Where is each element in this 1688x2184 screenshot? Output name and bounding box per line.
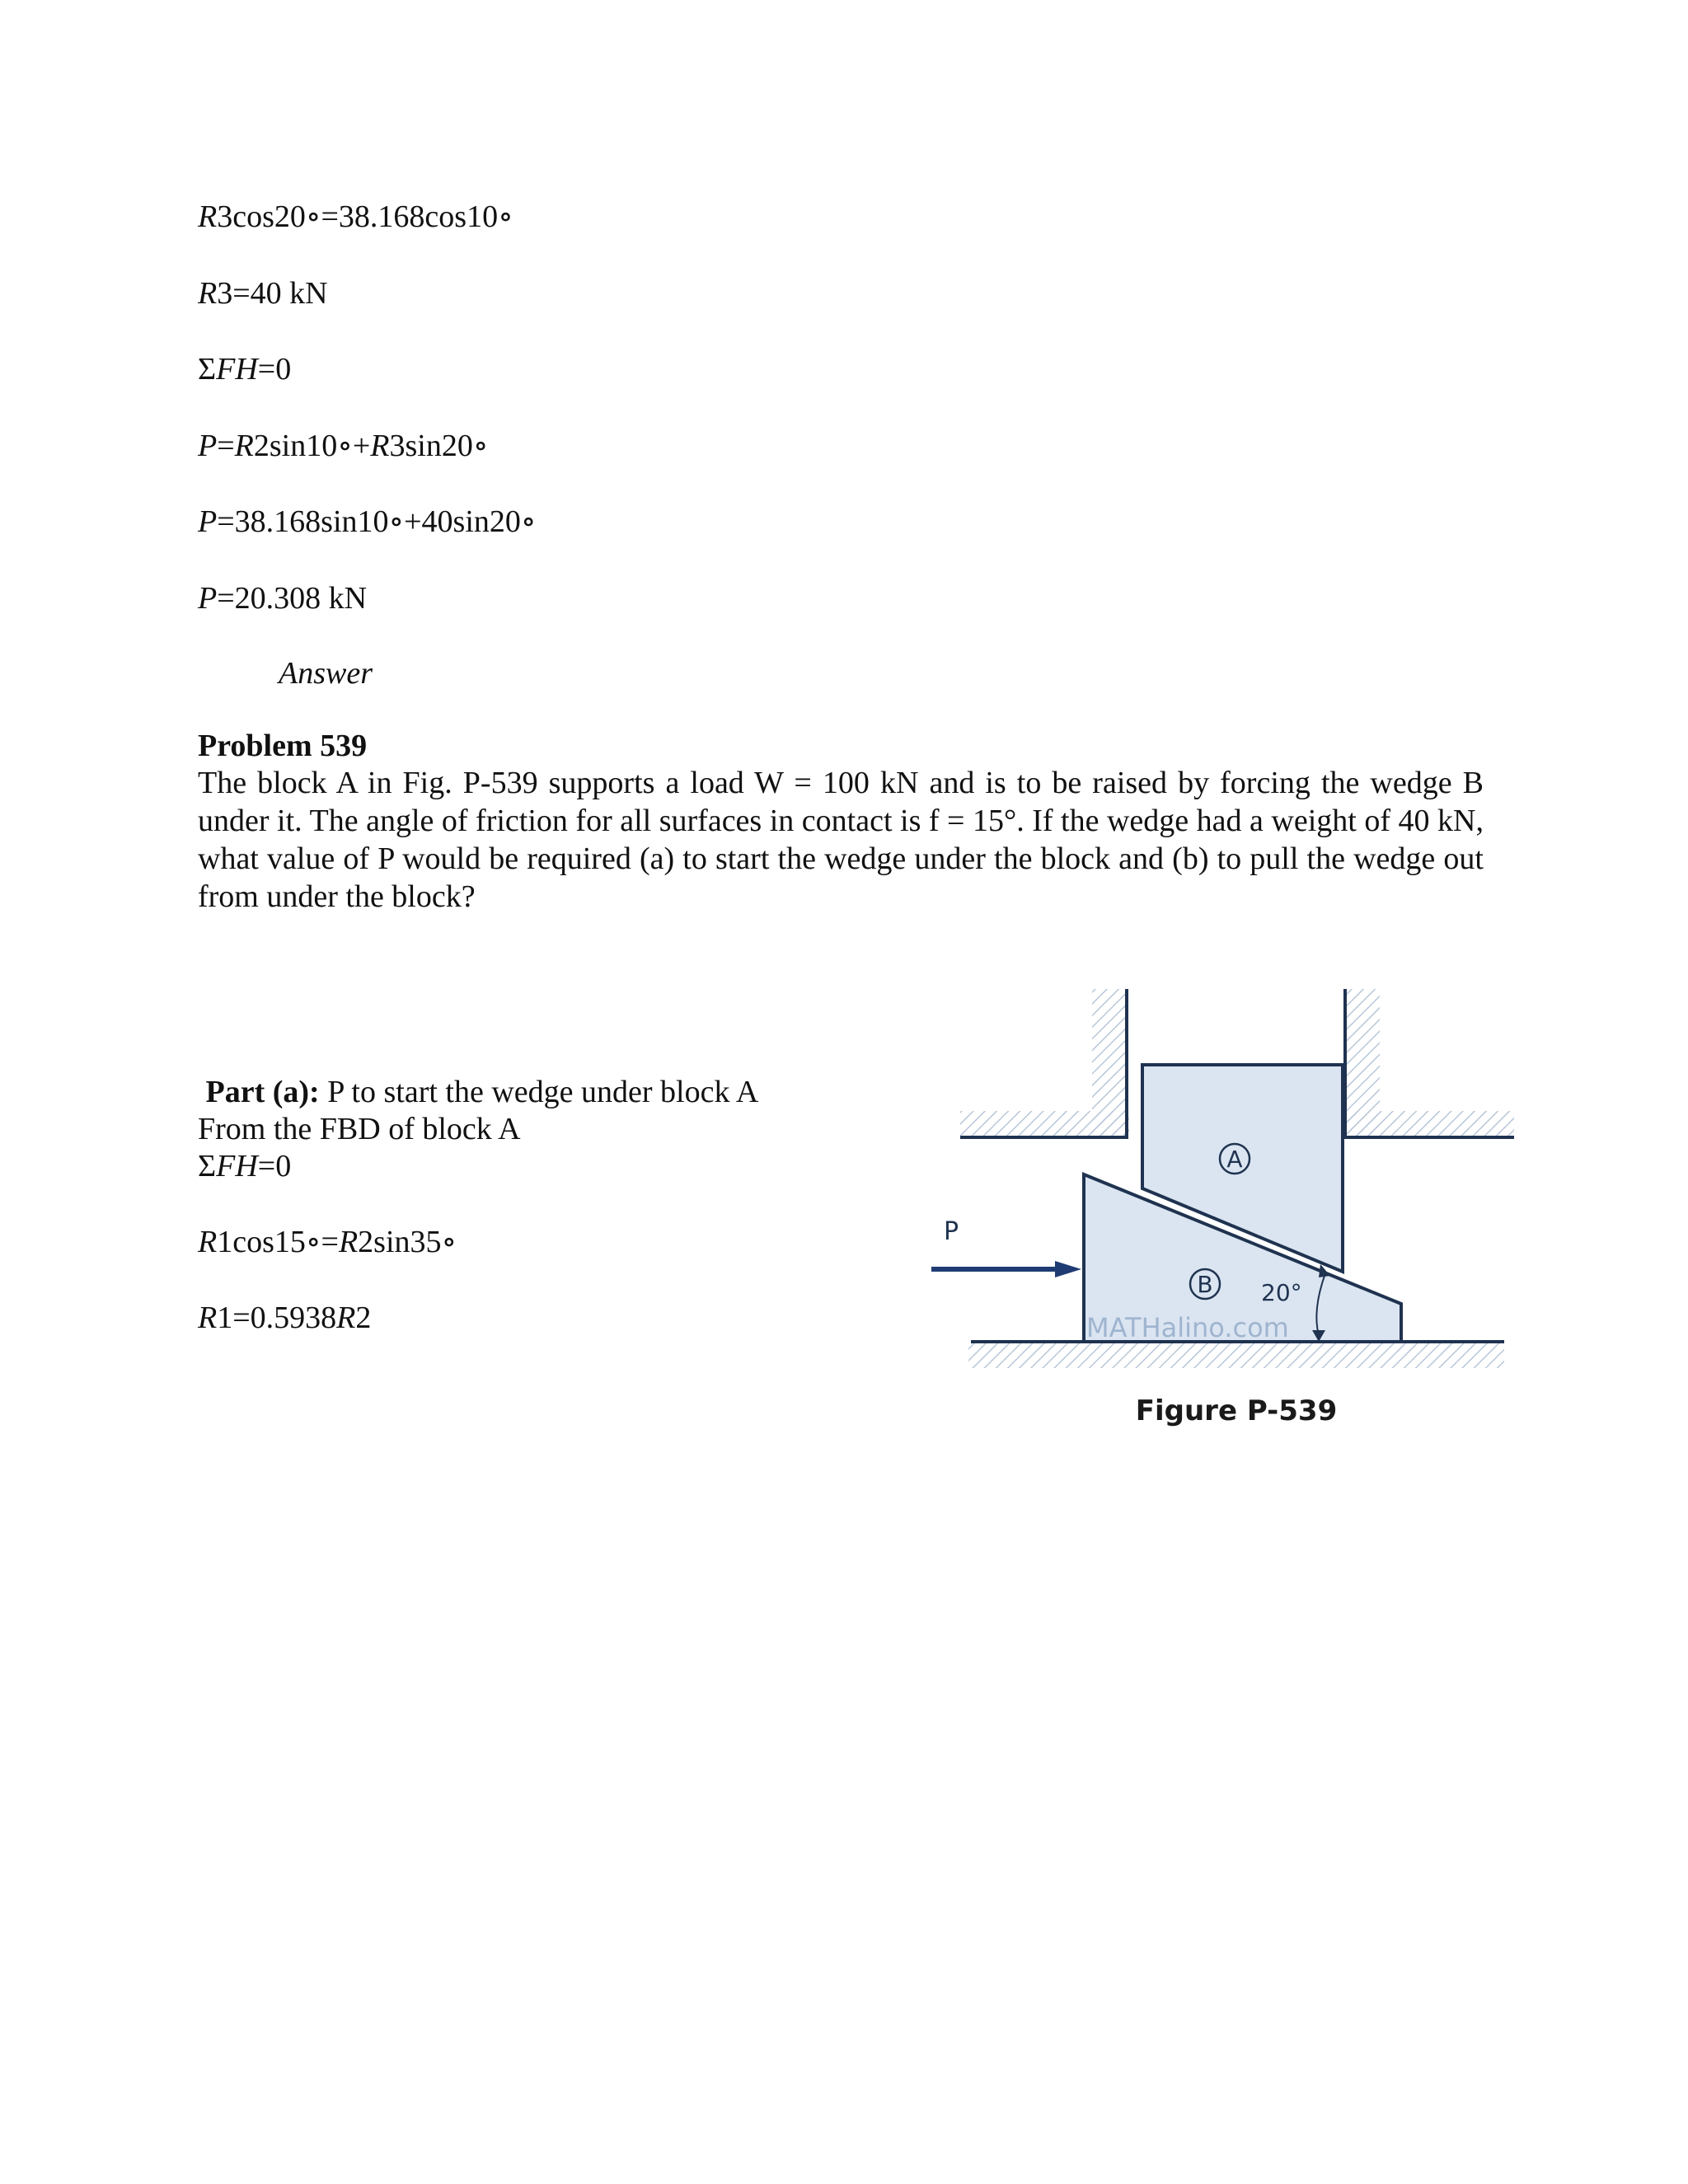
equation-part: P <box>198 581 218 616</box>
equation-part: 2 <box>355 1301 372 1335</box>
equation-part: R <box>198 199 218 234</box>
angle-label: 20° <box>1261 1279 1302 1306</box>
label-b: B <box>1197 1271 1213 1298</box>
equation-part: 1=0.5938 <box>217 1301 337 1335</box>
label-p: P <box>944 1217 959 1246</box>
watermark-text: MATHalino.com <box>1086 1312 1289 1343</box>
equation-part: = <box>217 429 235 463</box>
equation-part: P <box>198 504 218 539</box>
equation-part: P <box>198 429 218 463</box>
hatch-left-shelf <box>960 1111 1129 1137</box>
part-a-fbd-note: From the FBD of block A <box>198 1112 521 1146</box>
part-a-heading-text: P to start the wedge under block A <box>319 1075 759 1109</box>
equation-p-substituted <box>198 503 537 541</box>
force-p-arrow-head <box>1055 1261 1081 1277</box>
answer-label: Answer <box>279 656 373 691</box>
hatch-right-shelf <box>1345 1111 1514 1137</box>
equation-part: FH <box>216 1149 258 1183</box>
equation-part: 2sin35∘ <box>358 1225 457 1259</box>
equation-part: 2sin10∘+ <box>253 429 371 463</box>
equation-p-result <box>198 579 367 617</box>
equation-part: =0 <box>257 1149 292 1183</box>
equation-sum-fh <box>198 350 291 388</box>
part-a-label: Part (a): <box>205 1075 320 1109</box>
problem-title: Problem 539 <box>198 729 368 763</box>
equation-part: R <box>370 429 390 463</box>
equation-part: R <box>198 276 218 311</box>
equation-part: 3=40 kN <box>217 276 328 311</box>
equation-part: Σ <box>198 1149 217 1183</box>
part-a-sum-fh <box>198 1148 758 1185</box>
equation-part: R <box>198 1301 218 1335</box>
figure-p-539 <box>931 989 1533 1451</box>
part-a-eq-r1-value <box>198 1300 758 1337</box>
part-a-heading <box>198 1074 758 1111</box>
equation-part: FH <box>216 352 258 387</box>
equation-part: 1cos15∘= <box>217 1225 339 1259</box>
equation-part: R <box>198 1225 218 1259</box>
part-a-eq-r1-cos <box>198 1224 758 1261</box>
equation-r3-cos <box>198 198 513 236</box>
figure-diagram <box>931 989 1533 1451</box>
equation-part: R <box>336 1301 356 1335</box>
equation-part: Σ <box>198 352 217 387</box>
equation-part: =38.168sin10∘+40sin20∘ <box>217 504 537 539</box>
equation-part: =0 <box>257 352 292 387</box>
equation-r3-value <box>198 274 328 312</box>
equation-p-expression <box>198 427 488 465</box>
equation-part: 3cos20∘=38.168cos10∘ <box>217 199 513 234</box>
problem-statement: The block A in Fig. P-539 supports a load W = 100 kN and is to be raised by forcing the wedge B under it. The angle of friction for all surfaces in contact is f = 15°. If the wedge had a weight of 40 kN, what value of P would be required (a) to start the wedge under the block and (b) to pull the wedge out from under the block? <box>198 766 1484 914</box>
hatch-floor <box>968 1342 1504 1368</box>
equation-part: 3sin20∘ <box>389 429 489 463</box>
equation-part: R <box>234 429 254 463</box>
equation-part: R <box>338 1225 359 1259</box>
figure-caption: Figure P-539 <box>1135 1394 1338 1427</box>
part-a-block <box>198 1074 758 1337</box>
label-a: A <box>1226 1146 1243 1173</box>
equation-part: =20.308 kN <box>217 581 368 616</box>
